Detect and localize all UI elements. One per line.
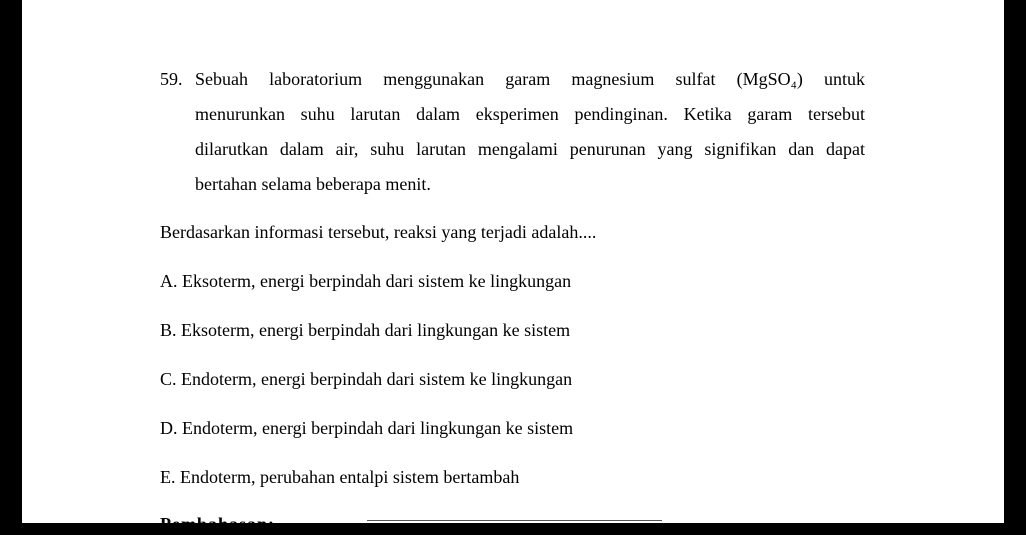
question-text-line: bertahan selama beberapa menit. <box>195 174 431 194</box>
question-text-line: dilarutkan dalam air, suhu larutan mengalami penurunan yang signifikan dan dapat <box>195 139 865 159</box>
discussion-heading: Pembahasan: <box>160 514 276 534</box>
answer-option-a: A. Eksoterm, energi berpindah dari sistem ke lingkungan <box>160 271 572 291</box>
question-text-line: menurunkan suhu larutan dalam eksperimen pendinginan. Ketika garam tersebut <box>195 104 865 124</box>
answer-option-e: E. Endoterm, perubahan entalpi sistem bertambah <box>160 467 520 487</box>
question-text-line: Sebuah laboratorium menggunakan garam magnesium sulfat (MgSO₄) untuk <box>195 69 865 89</box>
question-prompt: Berdasarkan informasi tersebut, reaksi yang terjadi adalah.... <box>160 222 597 242</box>
question-number: 59. <box>160 69 183 89</box>
answer-option-d: D. Endoterm, energi berpindah dari lingkungan ke sistem <box>160 418 574 438</box>
document-page <box>22 0 1004 534</box>
divider-line <box>367 520 662 521</box>
answer-option-c: C. Endoterm, energi berpindah dari sistem ke lingkungan <box>160 369 573 389</box>
answer-option-b: B. Eksoterm, energi berpindah dari lingkungan ke sistem <box>160 320 571 340</box>
